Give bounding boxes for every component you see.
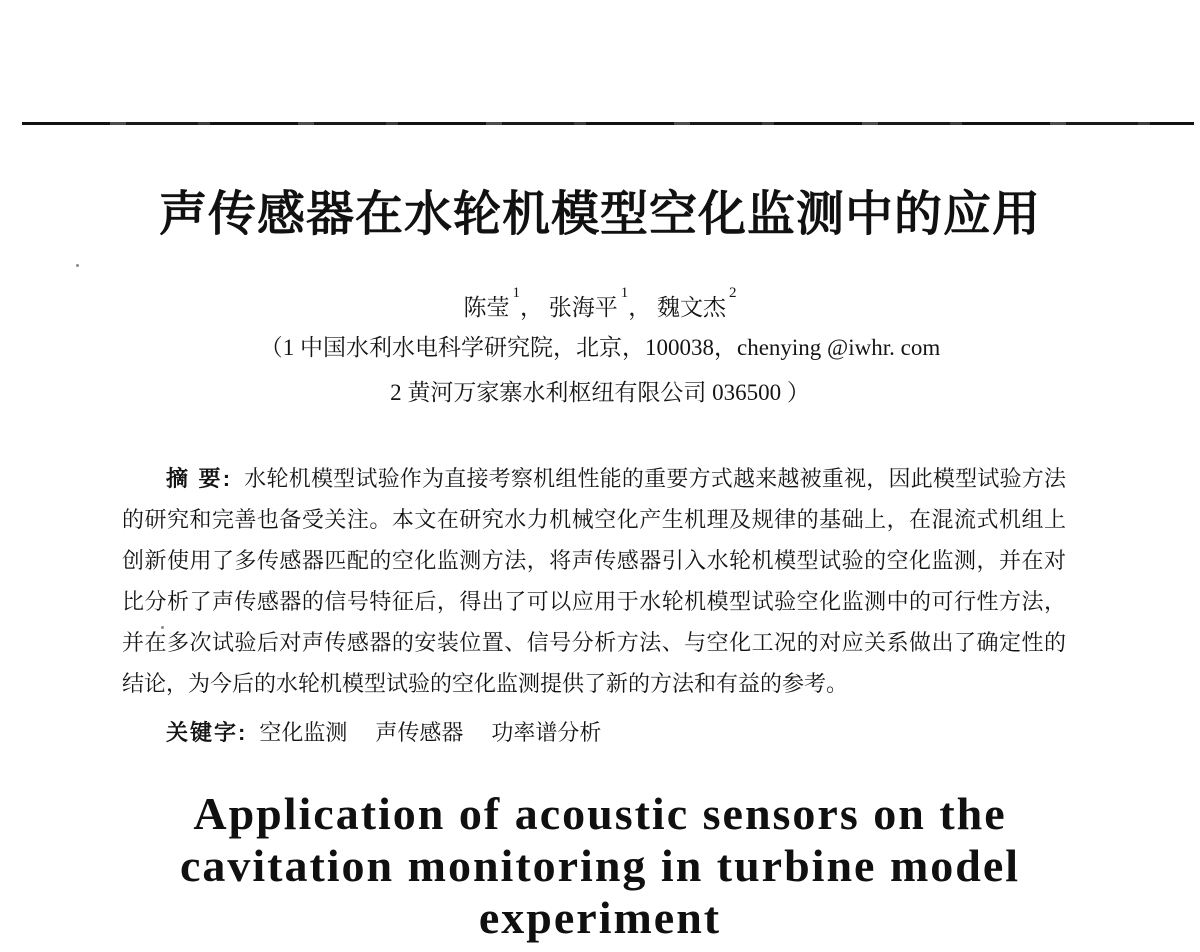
abstract-block xyxy=(122,458,1066,704)
keyword-term: 功率谱分析 xyxy=(491,720,602,745)
keywords-label: 关键字: xyxy=(166,720,248,745)
author xyxy=(463,285,544,320)
author xyxy=(548,285,652,320)
english-title xyxy=(0,788,1200,944)
author-affiliation-superscript: 2 xyxy=(729,285,737,301)
english-title-line: experiment xyxy=(478,892,722,943)
author-affiliation-superscript: 1 xyxy=(512,285,520,301)
author-name: 陈莹 xyxy=(463,294,510,320)
chinese-title: 声传感器在水轮机模型空化监测中的应用 xyxy=(158,188,1041,241)
scan-speck xyxy=(76,264,79,267)
english-title-line: cavitation monitoring in turbine model xyxy=(179,840,1021,891)
author-line xyxy=(0,284,1200,326)
abstract-line: 创新使用了多传感器匹配的空化监测方法，将声传感器引入水轮机模型试验的空化监测，并在对 xyxy=(122,548,1066,573)
abstract-line: 结论，为今后的水轮机模型试验的空化监测提供了新的方法和有益的参考。 xyxy=(122,671,849,696)
keyword-term: 声传感器 xyxy=(375,720,464,745)
abstract-label: 摘 要: xyxy=(166,466,233,491)
keywords-line xyxy=(166,712,601,753)
author-name: 魏文杰 xyxy=(657,294,726,320)
english-title-line: Application of acoustic sensors on the xyxy=(193,788,1007,839)
author-separator: ， xyxy=(628,294,652,320)
header-rule xyxy=(22,122,1194,125)
abstract-line: 比分析了声传感器的信号特征后，得出了可以应用于水轮机模型试验空化监测中的可行性方法， xyxy=(122,589,1066,614)
author-affiliation-superscript: 1 xyxy=(620,285,629,301)
affiliation-line-2: 2 黄河万家寨水利枢纽有限公司 036500 ） xyxy=(390,380,810,405)
affiliation-line-1: （1 中国水利水电科学研究院，北京，100038，chenying @iwhr. com xyxy=(259,335,941,360)
author xyxy=(657,285,737,320)
abstract-line: 的研究和完善也备受关注。本文在研究水力机械空化产生机理及规律的基础上，在混流式机组上 xyxy=(122,507,1066,532)
abstract-line xyxy=(122,458,1066,499)
author-separator: ， xyxy=(520,294,543,320)
author-name: 张海平 xyxy=(548,294,618,320)
abstract-line: 并在多次试验后对声传感器的安装位置、信号分析方法、与空化工况的对应关系做出了确定性的 xyxy=(122,630,1066,655)
keyword-term: 空化监测 xyxy=(259,720,348,745)
abstract-text: 水轮机模型试验作为直接考察机组性能的重要方式越来越被重视，因此模型试验方法 xyxy=(244,466,1066,491)
